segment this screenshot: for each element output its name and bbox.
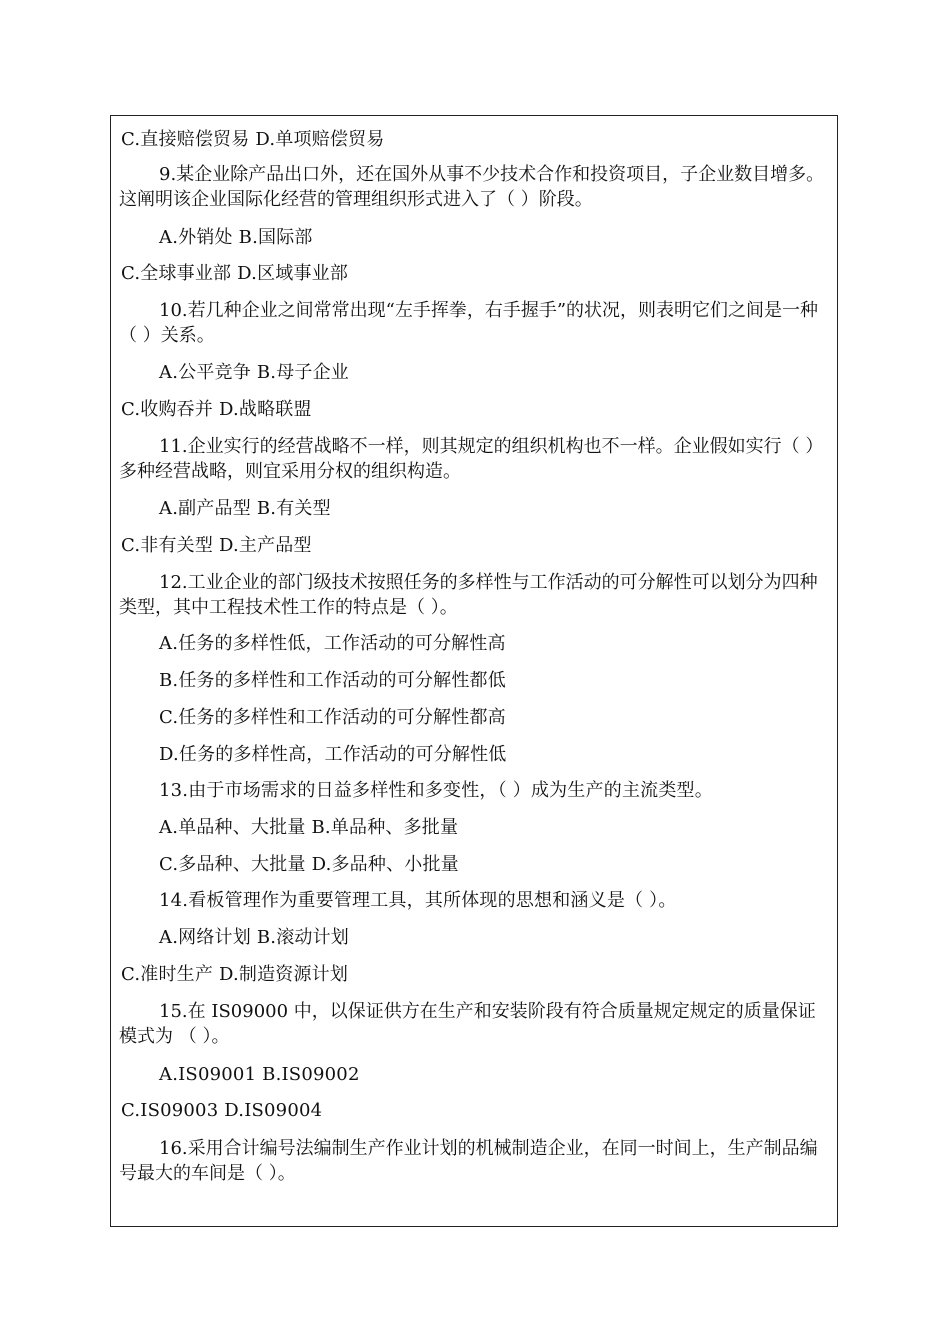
option-line: C.非有关型 D.主产品型 [121,535,312,556]
question-text: 9.某企业除产品出口外，还在国外从事不少技术合作和投资项目，子企业数目增多。这阐明该企业国际化经营的管理组织形式进入了（ ）阶段。 [119,164,825,210]
option-line: A.公平竞争 B.母子企业 [159,362,349,383]
question-text: 16.采用合计编号法编制生产作业计划的机械制造企业，在同一时间上，生产制品编号最大的车间是（ ）。 [119,1138,818,1184]
question-9 [119,162,831,212]
option-line: C.全球事业部 D.区域事业部 [121,263,349,284]
option-line: A.外销处 B.国际部 [159,227,313,248]
option-line: A.单品种、大批量 B.单品种、多批量 [159,817,459,838]
question-text: 11.企业实行的经营战略不一样，则其规定的组织机构也不一样。企业假如实行（ ）多种经营战略，则宜采用分权的组织构造。 [119,436,824,482]
option-line: B.任务的多样性和工作活动的可分解性都低 [159,670,506,691]
question-12 [119,570,831,620]
question-11 [119,434,831,484]
question-10 [119,298,831,348]
question-13: 13.由于市场需求的日益多样性和多变性，（ ）成为生产的主流类型。 [159,780,713,801]
option-line: C.多品种、大批量 D.多品种、小批量 [159,854,459,875]
option-line: A.网络计划 B.滚动计划 [159,927,349,948]
question-15 [119,999,831,1049]
option-line: A.副产品型 B.有关型 [159,498,331,519]
question-text: 15.在 IS09000 中，以保证供方在生产和安装阶段有符合质量规定规定的质量保证模式为 （ ）。 [119,1001,816,1047]
option-line: C.收购吞并 D.战略联盟 [121,399,312,420]
document-frame [110,115,838,1227]
option-line: A.任务的多样性低，工作活动的可分解性高 [159,633,506,654]
question-16 [119,1136,831,1186]
option-line: C.IS09003 D.IS09004 [121,1100,323,1121]
question-14: 14.看板管理作为重要管理工具，其所体现的思想和涵义是（ ）。 [159,890,677,911]
option-line: D.任务的多样性高，工作活动的可分解性低 [159,744,507,765]
option-line: C.直接赔偿贸易 D.单项赔偿贸易 [121,129,385,150]
option-line: C.准时生产 D.制造资源计划 [121,964,349,985]
option-line: A.IS09001 B.IS09002 [159,1064,360,1085]
question-text: 10.若几种企业之间常常出现“左手挥拳，右手握手”的状况，则表明它们之间是一种（ ）关系。 [119,300,819,346]
question-text: 12.工业企业的部门级技术按照任务的多样性与工作活动的可分解性可以划分为四种类型，其中工程技术性工作的特点是（ ）。 [119,572,818,618]
option-line: C.任务的多样性和工作活动的可分解性都高 [159,707,506,728]
